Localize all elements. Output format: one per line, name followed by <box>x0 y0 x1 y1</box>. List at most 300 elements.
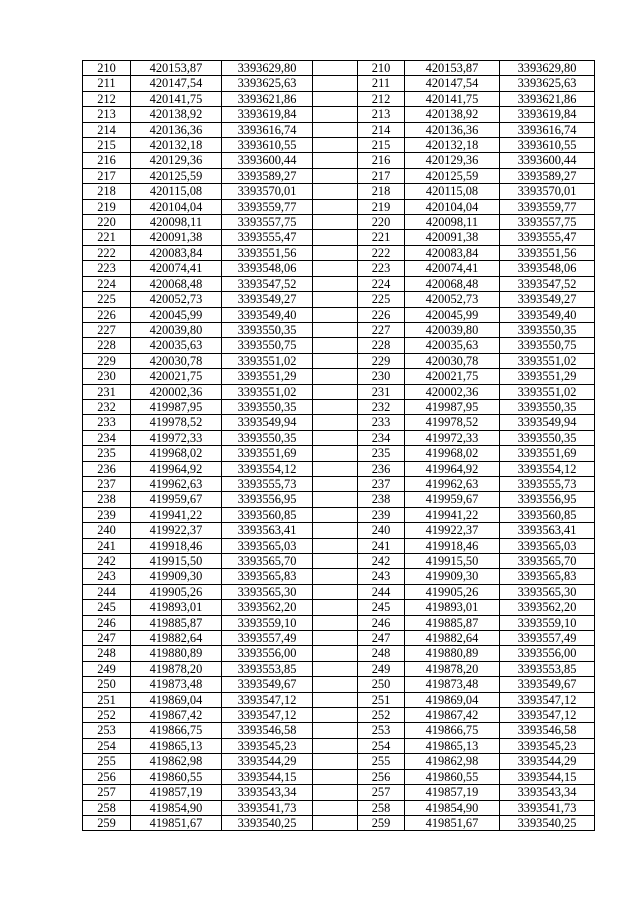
right-coordinate-y: 3393562,20 <box>500 600 595 615</box>
right-point-number: 218 <box>358 184 405 199</box>
right-point-number: 231 <box>358 384 405 399</box>
right-point-number: 255 <box>358 754 405 769</box>
column-gap <box>313 369 358 384</box>
left-coordinate-x: 419964,92 <box>131 461 222 476</box>
left-coordinate-y: 3393547,12 <box>222 692 313 707</box>
table-row <box>83 785 595 800</box>
table-row <box>83 215 595 230</box>
right-point-number: 240 <box>358 523 405 538</box>
left-coordinate-y: 3393544,15 <box>222 769 313 784</box>
left-coordinate-x: 419962,63 <box>131 476 222 491</box>
column-gap <box>313 399 358 414</box>
table-row <box>83 692 595 707</box>
column-gap <box>313 107 358 122</box>
right-point-number: 223 <box>358 261 405 276</box>
left-coordinate-x: 420098,11 <box>131 215 222 230</box>
right-coordinate-y: 3393553,85 <box>500 661 595 676</box>
left-coordinate-y: 3393549,40 <box>222 307 313 322</box>
right-coordinate-x: 420035,63 <box>405 338 500 353</box>
right-point-number: 211 <box>358 76 405 91</box>
left-coordinate-x: 419860,55 <box>131 769 222 784</box>
table-row <box>83 738 595 753</box>
left-coordinate-y: 3393557,75 <box>222 215 313 230</box>
left-coordinate-x: 420147,54 <box>131 76 222 91</box>
right-coordinate-y: 3393625,63 <box>500 76 595 91</box>
column-gap <box>313 615 358 630</box>
column-gap <box>313 261 358 276</box>
column-gap <box>313 661 358 676</box>
left-point-number: 212 <box>83 91 131 106</box>
right-coordinate-y: 3393550,35 <box>500 430 595 445</box>
left-coordinate-x: 420138,92 <box>131 107 222 122</box>
right-point-number: 253 <box>358 723 405 738</box>
right-coordinate-y: 3393555,73 <box>500 476 595 491</box>
left-coordinate-y: 3393544,29 <box>222 754 313 769</box>
left-point-number: 225 <box>83 292 131 307</box>
right-point-number: 222 <box>358 245 405 260</box>
table-row <box>83 307 595 322</box>
column-gap <box>313 168 358 183</box>
table-row <box>83 523 595 538</box>
right-point-number: 217 <box>358 168 405 183</box>
right-coordinate-y: 3393544,29 <box>500 754 595 769</box>
table-row <box>83 430 595 445</box>
right-coordinate-x: 419867,42 <box>405 708 500 723</box>
left-coordinate-x: 420129,36 <box>131 153 222 168</box>
column-gap <box>313 138 358 153</box>
left-coordinate-y: 3393551,69 <box>222 446 313 461</box>
right-coordinate-y: 3393559,77 <box>500 199 595 214</box>
left-point-number: 250 <box>83 677 131 692</box>
right-coordinate-x: 420045,99 <box>405 307 500 322</box>
column-gap <box>313 76 358 91</box>
right-coordinate-y: 3393549,67 <box>500 677 595 692</box>
left-coordinate-y: 3393541,73 <box>222 800 313 815</box>
right-coordinate-y: 3393619,84 <box>500 107 595 122</box>
column-gap <box>313 769 358 784</box>
right-point-number: 257 <box>358 785 405 800</box>
left-coordinate-y: 3393559,10 <box>222 615 313 630</box>
right-point-number: 224 <box>358 276 405 291</box>
right-coordinate-y: 3393565,30 <box>500 584 595 599</box>
right-coordinate-y: 3393570,01 <box>500 184 595 199</box>
right-coordinate-y: 3393548,06 <box>500 261 595 276</box>
left-coordinate-y: 3393625,63 <box>222 76 313 91</box>
right-point-number: 227 <box>358 322 405 337</box>
right-coordinate-y: 3393549,27 <box>500 292 595 307</box>
left-coordinate-y: 3393551,56 <box>222 245 313 260</box>
left-point-number: 211 <box>83 76 131 91</box>
left-point-number: 224 <box>83 276 131 291</box>
column-gap <box>313 538 358 553</box>
right-coordinate-x: 419882,64 <box>405 631 500 646</box>
right-coordinate-y: 3393550,75 <box>500 338 595 353</box>
left-coordinate-y: 3393556,00 <box>222 646 313 661</box>
column-gap <box>313 785 358 800</box>
right-coordinate-x: 420074,41 <box>405 261 500 276</box>
table-row <box>83 107 595 122</box>
table-row <box>83 261 595 276</box>
left-coordinate-x: 420091,38 <box>131 230 222 245</box>
left-point-number: 239 <box>83 507 131 522</box>
right-coordinate-x: 419866,75 <box>405 723 500 738</box>
column-gap <box>313 384 358 399</box>
table-row <box>83 461 595 476</box>
right-point-number: 230 <box>358 369 405 384</box>
right-coordinate-x: 419857,19 <box>405 785 500 800</box>
left-point-number: 243 <box>83 569 131 584</box>
left-coordinate-y: 3393556,95 <box>222 492 313 507</box>
column-gap <box>313 815 358 830</box>
left-point-number: 218 <box>83 184 131 199</box>
table-row <box>83 199 595 214</box>
left-coordinate-y: 3393549,27 <box>222 292 313 307</box>
left-point-number: 251 <box>83 692 131 707</box>
right-coordinate-x: 420052,73 <box>405 292 500 307</box>
left-coordinate-x: 419869,04 <box>131 692 222 707</box>
left-coordinate-y: 3393543,34 <box>222 785 313 800</box>
left-point-number: 249 <box>83 661 131 676</box>
column-gap <box>313 322 358 337</box>
table-row <box>83 661 595 676</box>
table-row <box>83 415 595 430</box>
left-coordinate-y: 3393589,27 <box>222 168 313 183</box>
right-coordinate-x: 419987,95 <box>405 399 500 414</box>
table-row <box>83 815 595 830</box>
left-point-number: 247 <box>83 631 131 646</box>
table-row <box>83 584 595 599</box>
column-gap <box>313 199 358 214</box>
table-row <box>83 399 595 414</box>
column-gap <box>313 507 358 522</box>
left-coordinate-x: 420074,41 <box>131 261 222 276</box>
column-gap <box>313 122 358 137</box>
column-gap <box>313 353 358 368</box>
left-coordinate-x: 419941,22 <box>131 507 222 522</box>
right-point-number: 225 <box>358 292 405 307</box>
left-point-number: 210 <box>83 61 131 76</box>
column-gap <box>313 461 358 476</box>
left-coordinate-x: 420052,73 <box>131 292 222 307</box>
left-coordinate-y: 3393563,41 <box>222 523 313 538</box>
table-row <box>83 615 595 630</box>
table-row <box>83 230 595 245</box>
table-row <box>83 492 595 507</box>
right-point-number: 256 <box>358 769 405 784</box>
left-coordinate-y: 3393547,52 <box>222 276 313 291</box>
left-coordinate-x: 419968,02 <box>131 446 222 461</box>
left-coordinate-y: 3393565,83 <box>222 569 313 584</box>
right-point-number: 226 <box>358 307 405 322</box>
right-coordinate-y: 3393551,02 <box>500 353 595 368</box>
right-coordinate-y: 3393549,94 <box>500 415 595 430</box>
right-point-number: 219 <box>358 199 405 214</box>
table-row <box>83 754 595 769</box>
left-point-number: 231 <box>83 384 131 399</box>
left-coordinate-y: 3393540,25 <box>222 815 313 830</box>
left-coordinate-y: 3393557,49 <box>222 631 313 646</box>
left-coordinate-y: 3393554,12 <box>222 461 313 476</box>
right-point-number: 220 <box>358 215 405 230</box>
right-point-number: 210 <box>358 61 405 76</box>
left-coordinate-y: 3393547,12 <box>222 708 313 723</box>
left-coordinate-x: 419978,52 <box>131 415 222 430</box>
left-point-number: 235 <box>83 446 131 461</box>
left-coordinate-x: 419885,87 <box>131 615 222 630</box>
right-coordinate-y: 3393544,15 <box>500 769 595 784</box>
table-row <box>83 569 595 584</box>
left-point-number: 240 <box>83 523 131 538</box>
right-coordinate-x: 419962,63 <box>405 476 500 491</box>
left-coordinate-x: 419905,26 <box>131 584 222 599</box>
left-coordinate-x: 420030,78 <box>131 353 222 368</box>
left-point-number: 234 <box>83 430 131 445</box>
left-point-number: 258 <box>83 800 131 815</box>
left-coordinate-y: 3393570,01 <box>222 184 313 199</box>
table-row <box>83 476 595 491</box>
right-point-number: 245 <box>358 600 405 615</box>
table-row <box>83 769 595 784</box>
left-point-number: 233 <box>83 415 131 430</box>
left-coordinate-x: 420039,80 <box>131 322 222 337</box>
left-coordinate-x: 419866,75 <box>131 723 222 738</box>
left-coordinate-y: 3393619,84 <box>222 107 313 122</box>
right-coordinate-y: 3393541,73 <box>500 800 595 815</box>
right-coordinate-x: 419915,50 <box>405 554 500 569</box>
right-coordinate-y: 3393560,85 <box>500 507 595 522</box>
left-coordinate-x: 419893,01 <box>131 600 222 615</box>
right-coordinate-x: 420115,08 <box>405 184 500 199</box>
left-coordinate-y: 3393621,86 <box>222 91 313 106</box>
left-coordinate-x: 420115,08 <box>131 184 222 199</box>
left-point-number: 237 <box>83 476 131 491</box>
left-coordinate-y: 3393616,74 <box>222 122 313 137</box>
right-coordinate-x: 419941,22 <box>405 507 500 522</box>
right-coordinate-y: 3393547,52 <box>500 276 595 291</box>
left-coordinate-x: 420035,63 <box>131 338 222 353</box>
table-row <box>83 384 595 399</box>
table-row <box>83 338 595 353</box>
column-gap <box>313 600 358 615</box>
column-gap <box>313 800 358 815</box>
right-coordinate-y: 3393551,56 <box>500 245 595 260</box>
right-point-number: 233 <box>358 415 405 430</box>
column-gap <box>313 245 358 260</box>
column-gap <box>313 631 358 646</box>
right-point-number: 247 <box>358 631 405 646</box>
right-coordinate-x: 419878,20 <box>405 661 500 676</box>
left-coordinate-y: 3393551,02 <box>222 353 313 368</box>
right-coordinate-x: 419851,67 <box>405 815 500 830</box>
right-coordinate-x: 419959,67 <box>405 492 500 507</box>
right-coordinate-x: 420141,75 <box>405 91 500 106</box>
table-row <box>83 708 595 723</box>
left-coordinate-y: 3393555,47 <box>222 230 313 245</box>
right-coordinate-x: 420129,36 <box>405 153 500 168</box>
right-point-number: 254 <box>358 738 405 753</box>
left-point-number: 232 <box>83 399 131 414</box>
table-row <box>83 446 595 461</box>
right-coordinate-y: 3393547,12 <box>500 692 595 707</box>
right-point-number: 237 <box>358 476 405 491</box>
column-gap <box>313 215 358 230</box>
left-point-number: 259 <box>83 815 131 830</box>
right-point-number: 258 <box>358 800 405 815</box>
left-coordinate-x: 419915,50 <box>131 554 222 569</box>
right-coordinate-x: 419862,98 <box>405 754 500 769</box>
table-row <box>83 292 595 307</box>
right-coordinate-y: 3393565,03 <box>500 538 595 553</box>
left-coordinate-y: 3393545,23 <box>222 738 313 753</box>
column-gap <box>313 61 358 76</box>
right-coordinate-y: 3393589,27 <box>500 168 595 183</box>
right-coordinate-y: 3393550,35 <box>500 399 595 414</box>
right-coordinate-y: 3393540,25 <box>500 815 595 830</box>
left-point-number: 242 <box>83 554 131 569</box>
table-row <box>83 677 595 692</box>
right-point-number: 229 <box>358 353 405 368</box>
left-coordinate-x: 419878,20 <box>131 661 222 676</box>
left-point-number: 223 <box>83 261 131 276</box>
left-coordinate-y: 3393550,75 <box>222 338 313 353</box>
left-point-number: 230 <box>83 369 131 384</box>
left-coordinate-x: 420141,75 <box>131 91 222 106</box>
left-point-number: 238 <box>83 492 131 507</box>
right-point-number: 232 <box>358 399 405 414</box>
right-point-number: 228 <box>358 338 405 353</box>
left-coordinate-y: 3393629,80 <box>222 61 313 76</box>
column-gap <box>313 584 358 599</box>
left-point-number: 236 <box>83 461 131 476</box>
table-row <box>83 723 595 738</box>
right-coordinate-y: 3393554,12 <box>500 461 595 476</box>
right-coordinate-y: 3393547,12 <box>500 708 595 723</box>
right-coordinate-y: 3393556,00 <box>500 646 595 661</box>
right-point-number: 243 <box>358 569 405 584</box>
table-row <box>83 322 595 337</box>
left-point-number: 248 <box>83 646 131 661</box>
left-point-number: 245 <box>83 600 131 615</box>
right-coordinate-x: 419854,90 <box>405 800 500 815</box>
right-coordinate-y: 3393565,70 <box>500 554 595 569</box>
left-point-number: 246 <box>83 615 131 630</box>
right-point-number: 251 <box>358 692 405 707</box>
left-coordinate-y: 3393551,02 <box>222 384 313 399</box>
left-coordinate-y: 3393555,73 <box>222 476 313 491</box>
left-coordinate-x: 419918,46 <box>131 538 222 553</box>
column-gap <box>313 569 358 584</box>
table-row <box>83 91 595 106</box>
table-row <box>83 538 595 553</box>
right-coordinate-x: 420002,36 <box>405 384 500 399</box>
left-coordinate-y: 3393550,35 <box>222 399 313 414</box>
left-coordinate-x: 419882,64 <box>131 631 222 646</box>
left-point-number: 216 <box>83 153 131 168</box>
column-gap <box>313 692 358 707</box>
table-row <box>83 646 595 661</box>
left-coordinate-x: 419922,37 <box>131 523 222 538</box>
right-coordinate-x: 419968,02 <box>405 446 500 461</box>
right-coordinate-y: 3393545,23 <box>500 738 595 753</box>
right-point-number: 250 <box>358 677 405 692</box>
column-gap <box>313 646 358 661</box>
right-point-number: 238 <box>358 492 405 507</box>
column-gap <box>313 276 358 291</box>
table-row <box>83 153 595 168</box>
column-gap <box>313 754 358 769</box>
right-coordinate-x: 419964,92 <box>405 461 500 476</box>
left-coordinate-y: 3393565,03 <box>222 538 313 553</box>
right-coordinate-x: 419978,52 <box>405 415 500 430</box>
table-row <box>83 61 595 76</box>
left-coordinate-y: 3393610,55 <box>222 138 313 153</box>
column-gap <box>313 554 358 569</box>
left-point-number: 254 <box>83 738 131 753</box>
right-point-number: 234 <box>358 430 405 445</box>
right-coordinate-x: 420098,11 <box>405 215 500 230</box>
right-point-number: 259 <box>358 815 405 830</box>
right-coordinate-y: 3393555,47 <box>500 230 595 245</box>
table-row <box>83 369 595 384</box>
column-gap <box>313 723 358 738</box>
table-row <box>83 276 595 291</box>
right-coordinate-y: 3393551,29 <box>500 369 595 384</box>
left-point-number: 255 <box>83 754 131 769</box>
right-point-number: 241 <box>358 538 405 553</box>
left-point-number: 252 <box>83 708 131 723</box>
right-coordinate-x: 419905,26 <box>405 584 500 599</box>
right-coordinate-x: 420068,48 <box>405 276 500 291</box>
right-coordinate-x: 419865,13 <box>405 738 500 753</box>
right-point-number: 239 <box>358 507 405 522</box>
right-coordinate-y: 3393616,74 <box>500 122 595 137</box>
left-coordinate-x: 420021,75 <box>131 369 222 384</box>
left-coordinate-x: 419873,48 <box>131 677 222 692</box>
column-gap <box>313 292 358 307</box>
left-point-number: 253 <box>83 723 131 738</box>
left-coordinate-y: 3393565,30 <box>222 584 313 599</box>
left-coordinate-y: 3393550,35 <box>222 322 313 337</box>
column-gap <box>313 476 358 491</box>
coordinates-table-body <box>83 61 595 831</box>
column-gap <box>313 523 358 538</box>
table-row <box>83 184 595 199</box>
left-coordinate-x: 419867,42 <box>131 708 222 723</box>
right-coordinate-y: 3393600,44 <box>500 153 595 168</box>
right-coordinate-x: 420030,78 <box>405 353 500 368</box>
right-coordinate-x: 419885,87 <box>405 615 500 630</box>
right-coordinate-x: 419860,55 <box>405 769 500 784</box>
left-coordinate-x: 419880,89 <box>131 646 222 661</box>
right-point-number: 246 <box>358 615 405 630</box>
right-coordinate-x: 420132,18 <box>405 138 500 153</box>
right-point-number: 244 <box>358 584 405 599</box>
right-point-number: 214 <box>358 122 405 137</box>
right-coordinate-x: 419972,33 <box>405 430 500 445</box>
left-point-number: 229 <box>83 353 131 368</box>
left-point-number: 222 <box>83 245 131 260</box>
right-point-number: 221 <box>358 230 405 245</box>
left-coordinate-x: 419862,98 <box>131 754 222 769</box>
right-coordinate-x: 420153,87 <box>405 61 500 76</box>
table-row <box>83 122 595 137</box>
right-coordinate-y: 3393565,83 <box>500 569 595 584</box>
right-coordinate-y: 3393551,69 <box>500 446 595 461</box>
column-gap <box>313 708 358 723</box>
right-coordinate-x: 419869,04 <box>405 692 500 707</box>
left-coordinate-y: 3393560,85 <box>222 507 313 522</box>
left-coordinate-y: 3393600,44 <box>222 153 313 168</box>
